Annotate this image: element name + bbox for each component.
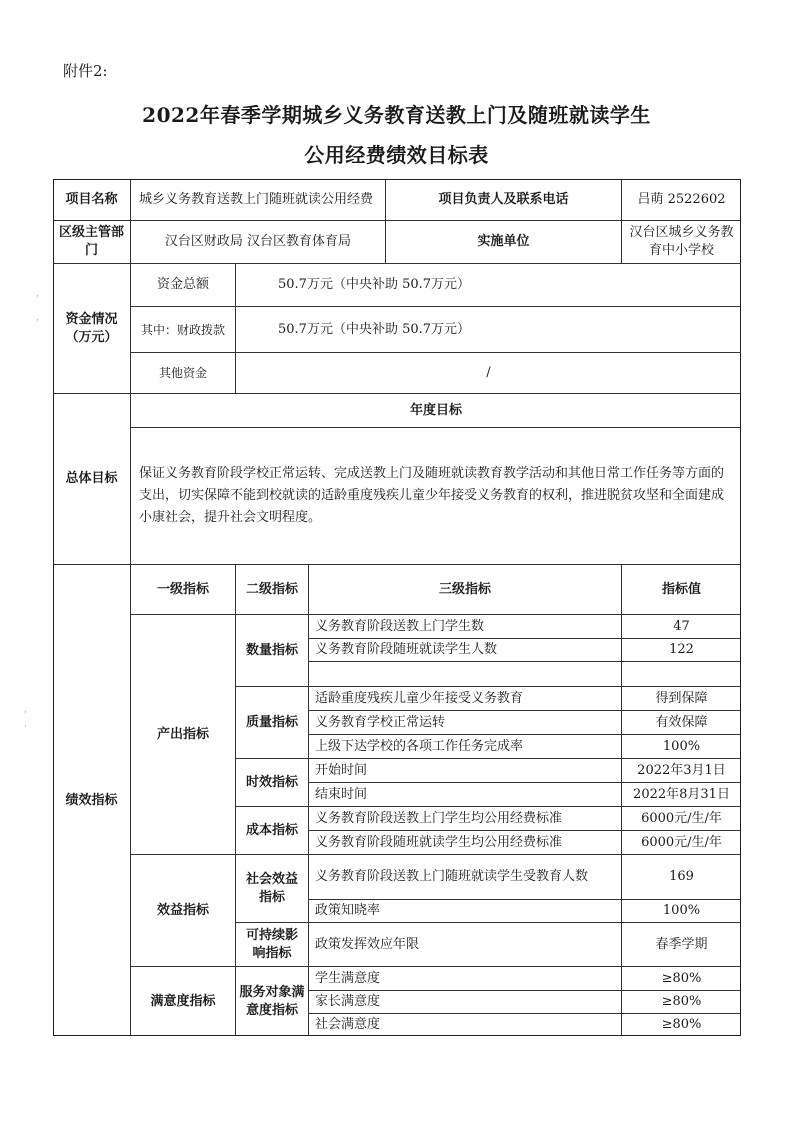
indicator-value: 6000元/生/年 [641,810,722,826]
social-benefit-label: 社会效益指标 [245,871,298,905]
dept-label: 区级主管部门 [58,225,124,258]
overall-goal-label: 总体目标 [65,471,118,486]
indicator-value: 得到保障 [655,690,708,706]
indicator-item: 政策知晓率 [315,903,381,918]
attachment-label: 附件2: [63,62,108,80]
contact-label: 项目负责人及联系电话 [438,191,569,207]
scan-speck: · [36,316,39,326]
funds-total-value: 50.7万元（中央补助 50.7万元） [278,277,471,292]
indicator-value [622,662,741,686]
cost-indicator-label: 成本指标 [245,822,298,838]
indicator-item: 义务教育阶段送教上门学生数 [315,618,485,634]
scan-speck: · [24,722,27,732]
indicator-item: 义务教育阶段随班就读学生人数 [315,642,498,657]
scan-speck: · [36,292,39,302]
project-name-value: 城乡义务教育送教上门随班就读公用经费 [139,191,374,207]
indicator-item: 开始时间 [315,762,368,778]
funds-fiscal-value: 50.7万元（中央补助 50.7万元） [278,321,471,337]
col-level3: 三级指标 [438,581,491,597]
indicator-item: 结束时间 [315,786,368,802]
indicator-item [309,662,621,686]
funds-fiscal-label: 其中：财政拨款 [140,322,225,337]
indicator-value: 2022年3月1日 [637,762,726,778]
document-title-line1: 2022年春季学期城乡义务教育送教上门及随班就读学生 [142,103,651,127]
funds-other-value: / [486,365,491,380]
indicator-value: 春季学期 [655,936,708,952]
indicator-value: ≥80% [661,994,702,1009]
perf-indicator-label: 绩效指标 [65,792,118,808]
indicator-item: 社会满意度 [315,1017,381,1032]
overall-goal-text: 保证义务教育阶段学校正常运转、完成送教上门及随班就读教育教学活动和其他日常工作任务等方面的支出，切实保障不能到校就读的适龄重度残疾儿童少年接受义务教育的权利，推进脱贫攻坚和全面建成小康社会，提升社会文明程度。 [139,466,725,525]
indicator-value: ≥80% [661,1017,702,1032]
contact-value: 吕萌 2522602 [637,191,726,207]
funds-other-label: 其他资金 [158,366,207,380]
output-indicator-label: 产出指标 [156,726,209,742]
indicator-value: 122 [669,642,694,657]
indicator-value: 47 [673,618,690,634]
funds-total-label: 资金总额 [156,277,209,292]
scan-speck: · [24,708,27,718]
indicator-item: 义务教育阶段送教上门随班就读学生受教育人数 [315,869,589,884]
document-title-line2: 公用经费绩效目标表 [304,143,489,167]
col-value: 指标值 [661,581,701,597]
satisfaction-indicator-label: 满意度指标 [150,993,216,1009]
indicator-item: 义务教育学校正常运转 [315,714,446,730]
indicator-value: 169 [669,869,694,884]
indicator-item: 家长满意度 [315,994,381,1009]
impl-label: 实施单位 [477,234,530,249]
service-satisfaction-label: 服务对象满意度指标 [239,984,305,1018]
quality-indicator-label: 质量指标 [245,714,298,730]
indicator-value: 有效保障 [655,714,708,730]
indicator-item: 义务教育阶段送教上门学生均公用经费标准 [315,810,563,826]
indicator-item: 适龄重度残疾儿童少年接受义务教育 [315,690,524,706]
dept-value: 汉台区财政局 汉台区教育体育局 [164,234,352,249]
indicator-item: 上级下达学校的各项工作任务完成率 [315,738,524,754]
indicator-item: 政策发挥效应年限 [315,936,420,952]
indicator-value: 6000元/生/年 [641,834,722,850]
quantity-indicator-label: 数量指标 [245,642,298,658]
indicator-item: 义务教育阶段随班就读学生均公用经费标准 [315,834,563,850]
indicator-value: ≥80% [661,970,702,986]
col-level1: 一级指标 [156,581,209,597]
project-name-label: 项目名称 [65,191,118,207]
indicator-value: 2022年8月31日 [633,786,730,802]
indicator-value: 100% [662,738,701,754]
impl-value: 汉台区城乡义务教育中小学校 [629,225,734,258]
sustain-impact-label: 可持续影响指标 [245,927,298,961]
timeliness-indicator-label: 时效指标 [245,774,298,790]
indicator-item: 学生满意度 [315,970,381,986]
benefit-indicator-label: 效益指标 [156,902,209,918]
indicator-value: 100% [662,903,701,918]
annual-goal-label: 年度目标 [409,402,462,418]
col-level2: 二级指标 [245,581,298,597]
funds-label: 资金情况（万元） [65,311,118,345]
